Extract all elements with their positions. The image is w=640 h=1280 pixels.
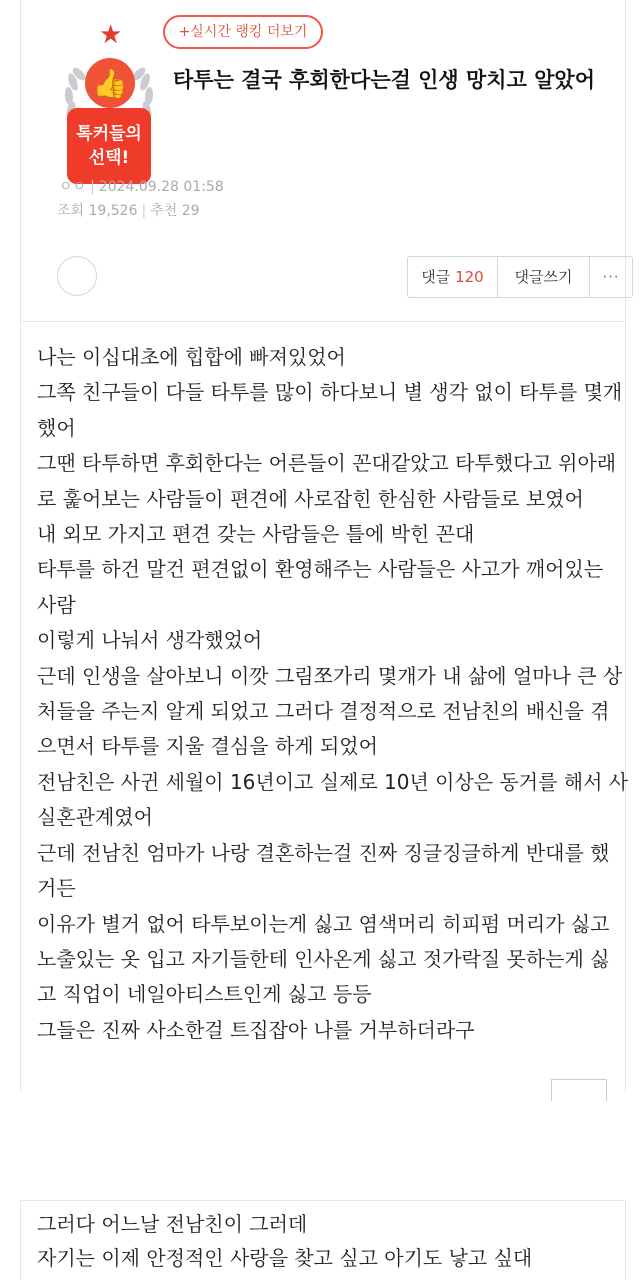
author-name[interactable]: ㅇㅇ bbox=[59, 179, 87, 195]
post-meta-author-date: ㅇㅇ | 2024.09.28 01:58 bbox=[59, 179, 224, 195]
post-body-continued-card bbox=[20, 1200, 626, 1280]
scroll-top-button[interactable] bbox=[551, 1079, 607, 1101]
body-line: 그땐 타투하면 후회한다는 어른들이 꼰대같았고 타투했다고 위아래 bbox=[37, 451, 617, 476]
body-line: 실혼관계였어 bbox=[37, 805, 153, 830]
post-body-text bbox=[37, 340, 629, 1048]
post-action-buttons bbox=[407, 256, 633, 298]
body-line: 거든 bbox=[37, 876, 76, 901]
post-datetime: 2024.09.28 01:58 bbox=[98, 179, 224, 195]
body-line: 근데 전남친 엄마가 나랑 결혼하는걸 진짜 징글징글하게 반대를 했 bbox=[37, 840, 610, 865]
more-options-button[interactable]: ··· bbox=[602, 268, 620, 286]
body-line: 그들은 진짜 사소한걸 트집잡아 나를 거부하더라구 bbox=[37, 1017, 475, 1042]
post-meta-stats: 조회 19,526 | 추천 29 bbox=[57, 203, 200, 219]
body-line: 노출있는 옷 입고 자기들한테 인사온게 싫고 젓가락질 못하는게 싫 bbox=[37, 946, 610, 971]
comments-count: 120 bbox=[455, 268, 484, 286]
body-line: 그쪽 친구들이 다들 타투를 많이 하다보니 별 생각 없이 타투를 몇개 bbox=[37, 380, 623, 405]
body-line: 으면서 타투를 지울 결심을 하게 되었어 bbox=[37, 734, 378, 759]
body-line: 처들을 주는지 알게 되었고 그러다 결정적으로 전남친의 배신을 겪 bbox=[37, 699, 610, 724]
body-line: 내 외모 가지고 편견 갖는 사람들은 틀에 박힌 꼰대 bbox=[37, 522, 475, 547]
star-icon: ★ bbox=[99, 20, 123, 50]
body-line: 사람 bbox=[37, 592, 76, 617]
comments-button[interactable]: 댓글 120 bbox=[408, 257, 498, 297]
write-comment-button[interactable]: 댓글쓰기 bbox=[498, 257, 590, 297]
body-line: 이렇게 나눠서 생각했었어 bbox=[37, 628, 263, 653]
post-body-card bbox=[20, 322, 629, 1092]
body-line: 근데 인생을 살아보니 이깟 그림쪼가리 몇개가 내 삶에 얼마나 큰 상 bbox=[37, 663, 623, 688]
post-title: 타투는 결국 후회한다는걸 인생 망치고 알았어 bbox=[173, 68, 595, 92]
body-line: 자기는 이제 안정적인 사랑을 찾고 싶고 아기도 낳고 싶대 bbox=[37, 1246, 533, 1270]
view-count: 조회 19,526 bbox=[57, 203, 138, 219]
body-line: 로 훑어보는 사람들이 편견에 사로잡힌 한심한 사람들로 보였어 bbox=[37, 486, 584, 511]
avatar[interactable] bbox=[57, 256, 97, 296]
body-line: 이유가 별거 없어 타투보이는게 싫고 염색머리 히피펌 머리가 싫고 bbox=[37, 911, 610, 936]
talkers-choice-badge bbox=[59, 22, 159, 172]
body-line: 그러다 어느날 전남친이 그러데 bbox=[37, 1212, 308, 1236]
recommend-count: 추천 29 bbox=[150, 203, 200, 219]
badge-label: 톡커들의 선택! bbox=[67, 108, 151, 184]
body-line: 타투를 하건 말건 편견없이 환영해주는 사람들은 사고가 깨어있는 bbox=[37, 557, 604, 582]
body-line: 나는 이십대초에 힙합에 빠져있었어 bbox=[37, 345, 346, 369]
thumbs-up-icon: 👍 bbox=[85, 58, 135, 108]
body-line: 전남친은 사귄 세월이 16년이고 실제로 10년 이상은 동거를 해서 사 bbox=[37, 769, 629, 794]
body-line: 했어 bbox=[37, 415, 76, 440]
post-body-continued-text bbox=[37, 1207, 617, 1275]
post-header-card bbox=[20, 0, 626, 322]
body-line: 고 직업이 네일아티스트인게 싫고 등등 bbox=[37, 982, 372, 1007]
realtime-ranking-button[interactable]: +실시간 랭킹 더보기 bbox=[163, 15, 323, 49]
